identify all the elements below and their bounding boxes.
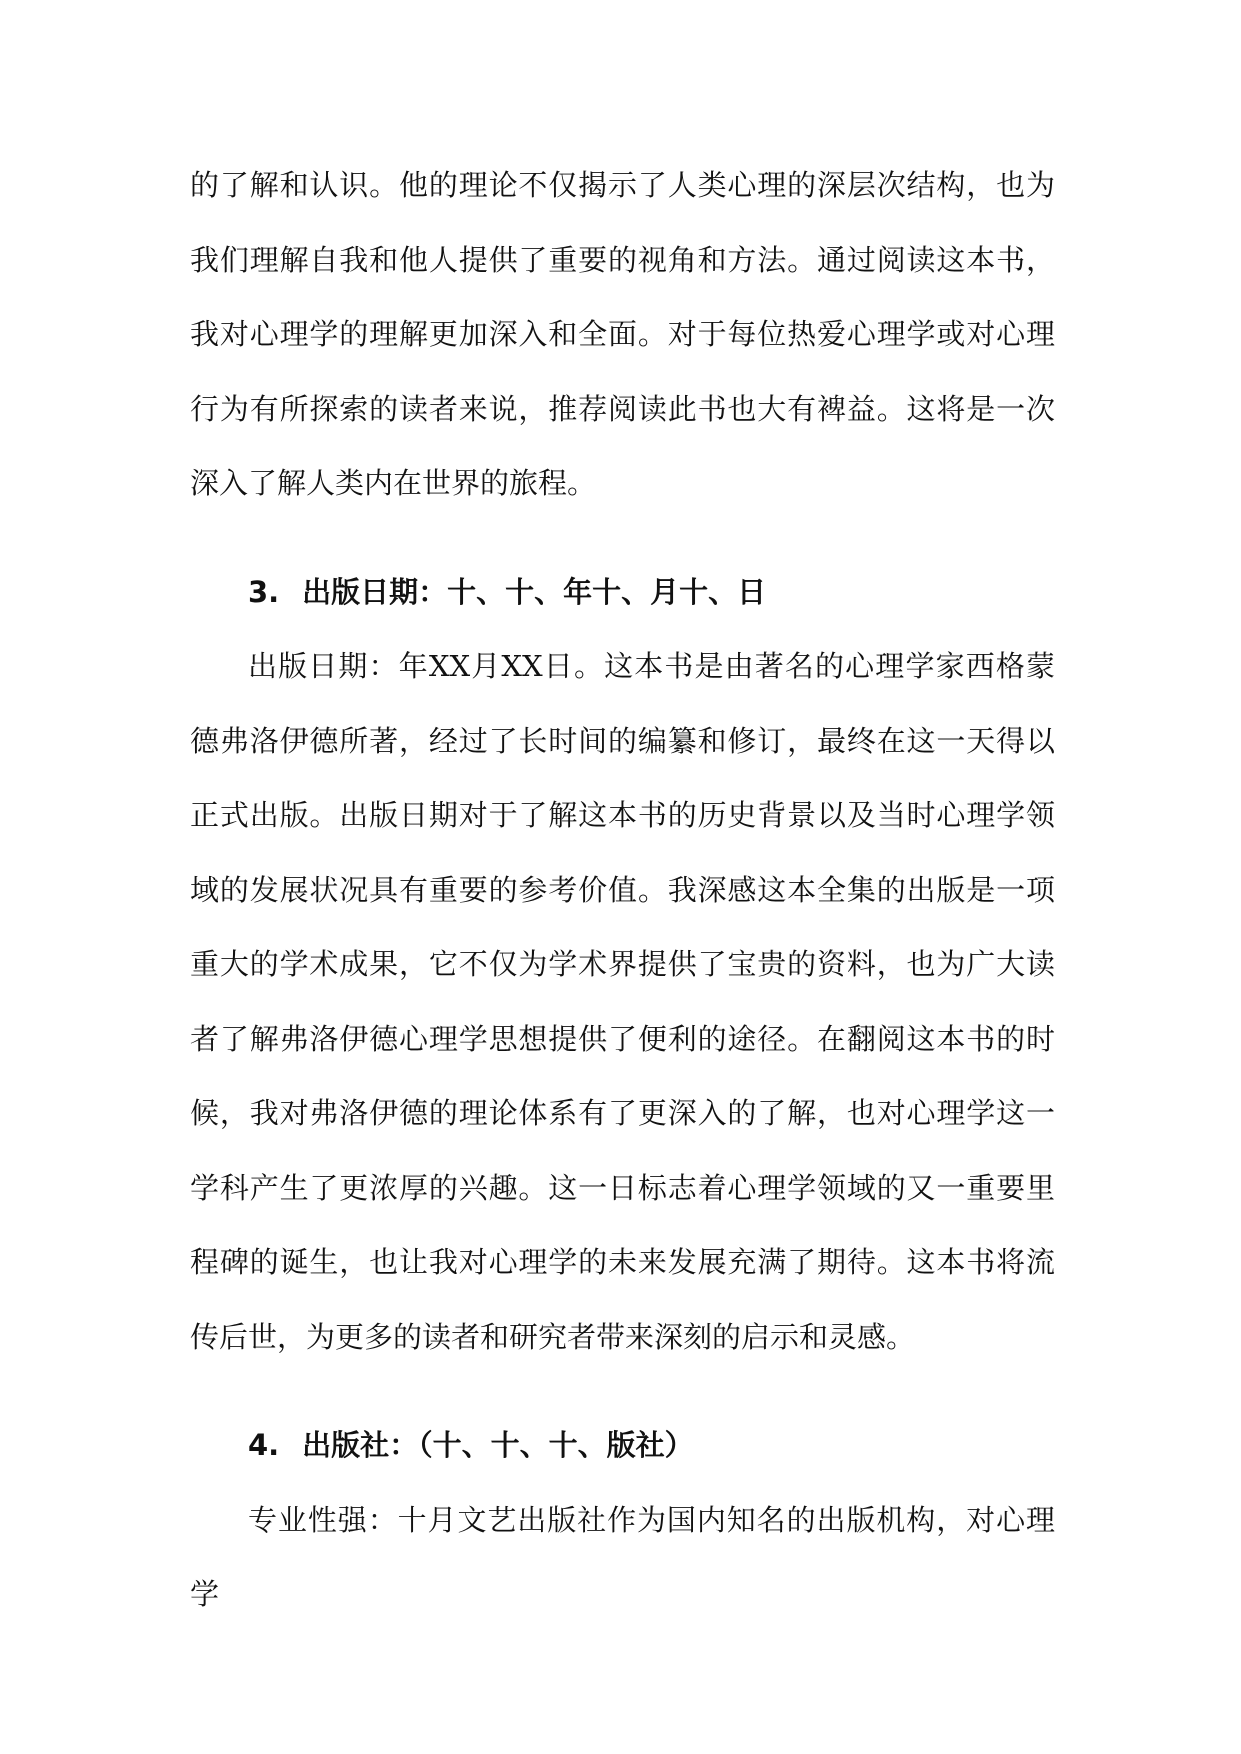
section-3-number: 3. xyxy=(248,574,280,609)
section-3-heading xyxy=(190,555,1055,630)
section-3-title: 出版日期：十、十、年十、月十、日 xyxy=(302,574,767,609)
section-gap xyxy=(190,1374,1055,1408)
section-4-number: 4. xyxy=(248,1428,280,1462)
section-3-body: 出版日期：年XX月XX日。这本书是由著名的心理学家西格蒙德弗洛伊德所著，经过了长时间的编纂和修订，最终在这一天得以正式出版。出版日期对于了解这本书的历史背景以及当时心理学领域的发展状况具有重要的参考价值。我深感这本全集的出版是一项重大的学术成果，它不仅为学术界提供了宝贵的资料，也为广大读者了解弗洛伊德心理学思想提供了便利的途径。在翻阅这本书的时候，我对弗洛伊德的理论体系有了更深入的了解，也对心理学这一学科产生了更浓厚的兴趣。这一日标志着心理学领域的又一重要里程碑的诞生，也让我对心理学的未来发展充满了期待。这本书将流传后世，为更多的读者和研究者带来深刻的启示和灵感。 xyxy=(190,649,1055,1354)
section-4-heading xyxy=(190,1408,1055,1483)
section-4-title: 出版社：（十、十、十、版社） xyxy=(302,1428,694,1462)
document-page xyxy=(190,148,1055,1632)
section-gap xyxy=(190,521,1055,555)
section-4-body: 专业性强：十月文艺出版社作为国内知名的出版机构，对心理学 xyxy=(190,1502,1055,1611)
paragraph-continuation: 的了解和认识。他的理论不仅揭示了人类心理的深层次结构，也为我们理解自我和他人提供了重要的视角和方法。通过阅读这本书，我对心理学的理解更加深入和全面。对于每位热爱心理学或对心理行为有所探索的读者来说，推荐阅读此书也大有裨益。这将是一次深入了解人类内在世界的旅程。 xyxy=(190,168,1055,500)
